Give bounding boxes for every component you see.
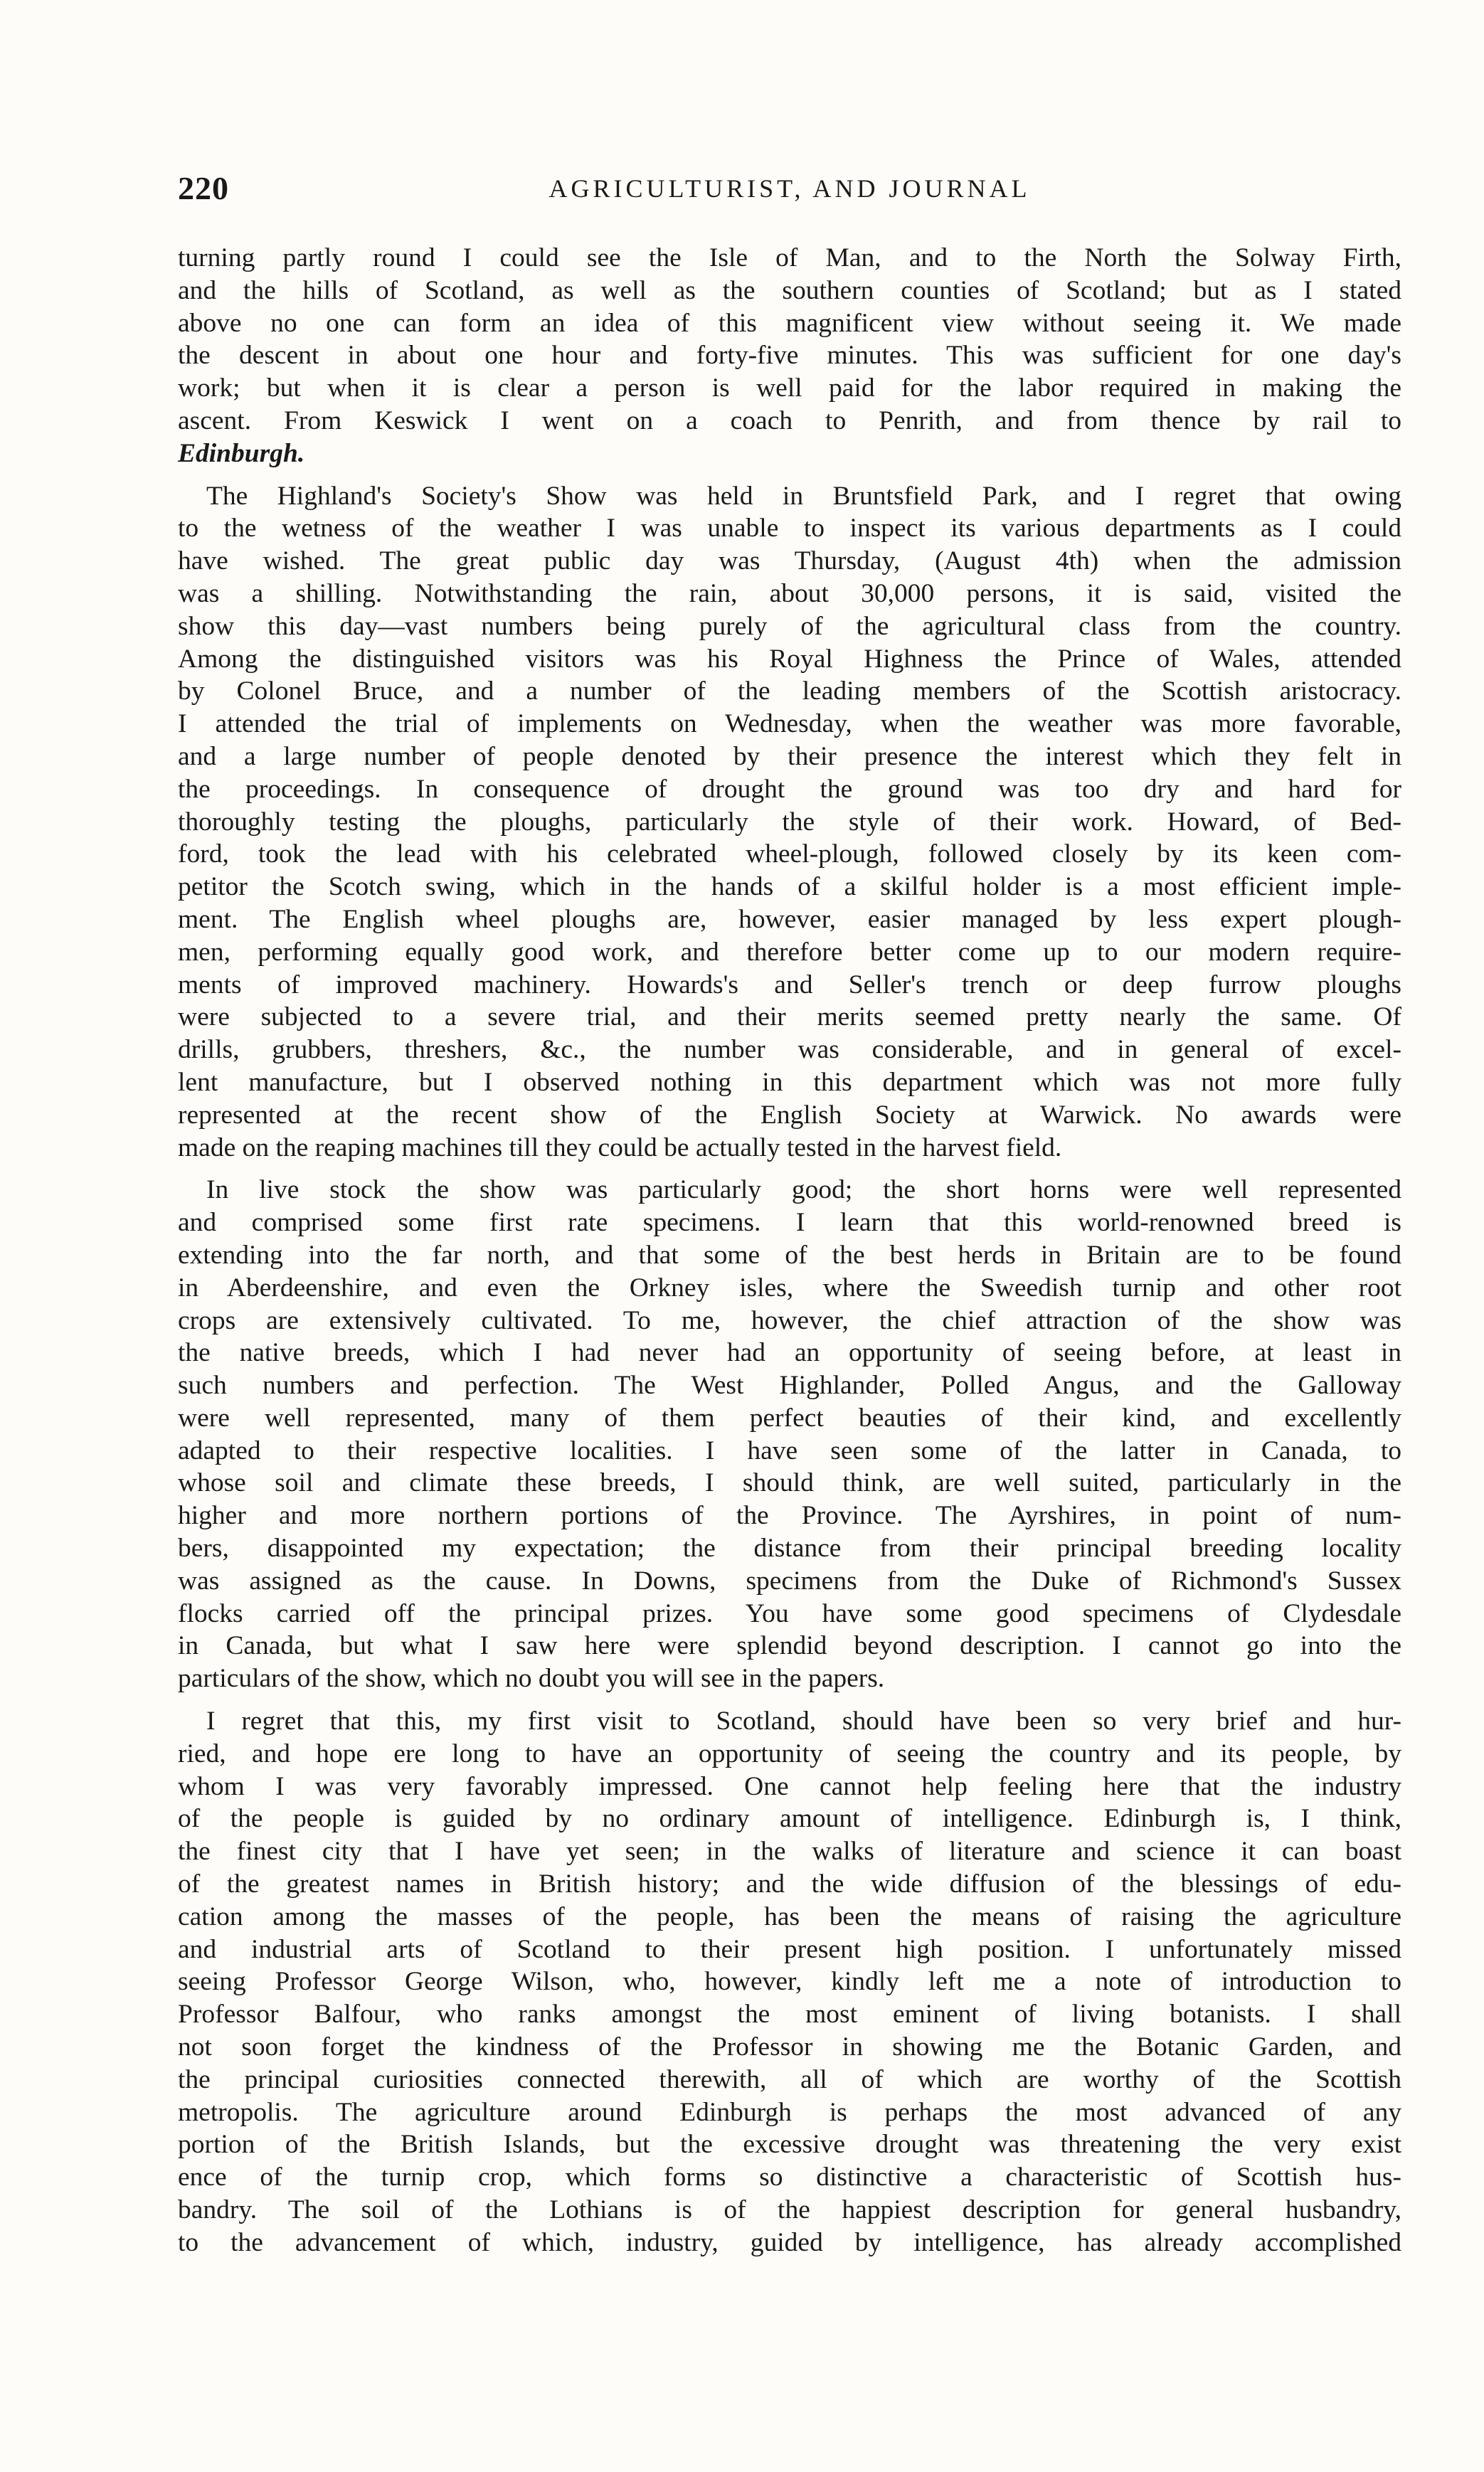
text-line: and the hills of Scotland, as well as the southern counties of Scotland; but as I stated	[178, 275, 1401, 305]
paragraph-1	[178, 242, 1401, 470]
text-line: ascent. From Keswick I went on a coach to Penrith, and from thence by rail to	[178, 405, 1401, 435]
text-line: ments of improved machinery. Howards's and Seller's trench or deep furrow ploughs	[178, 970, 1401, 999]
text-line: Edinburgh.	[178, 438, 305, 468]
text-line: to the wetness of the weather I was unable to inspect its various departments as I could	[178, 514, 1401, 543]
text-line: in Canada, but what I saw here were splendid beyond description. I cannot go into the	[178, 1631, 1401, 1661]
text-line: men, performing equally good work, and therefore better come up to our modern require-	[178, 937, 1401, 967]
running-head	[178, 169, 1401, 212]
text-line: and a large number of people denoted by their presence the interest which they felt in	[178, 741, 1401, 771]
text-line: ment. The English wheel ploughs are, however, easier managed by less expert plough-	[178, 904, 1401, 934]
text-line: whose soil and climate these breeds, I should think, are well suited, particularly in the	[178, 1468, 1401, 1498]
text-line: have wished. The great public day was Thursday, (August 4th) when the admission	[178, 546, 1401, 576]
text-line: drills, grubbers, threshers, &c., the number was considerable, and in general of excel-	[178, 1035, 1401, 1065]
page-number: 220	[178, 170, 229, 206]
text-line: I regret that this, my first visit to Scotland, should have been so very brief and hur-	[206, 1707, 1401, 1736]
text-line: and comprised some first rate specimens. I learn that this world-renowned breed is	[178, 1208, 1401, 1238]
text-line: particulars of the show, which no doubt you will see in the papers.	[178, 1664, 885, 1694]
text-line: higher and more northern portions of the Province. The Ayrshires, in point of num-	[178, 1501, 1401, 1531]
text-line: in Aberdeenshire, and even the Orkney isles, where the Sweedish turnip and other root	[178, 1273, 1401, 1303]
text-line: such numbers and perfection. The West Highlander, Polled Angus, and the Galloway	[178, 1371, 1401, 1401]
text-line: was assigned as the cause. In Downs, specimens from the Duke of Richmond's Sussex	[178, 1566, 1401, 1596]
text-line: adapted to their respective localities. I have seen some of the latter in Canada, to	[178, 1436, 1401, 1465]
text-line: seeing Professor George Wilson, who, however, kindly left me a note of introduction to	[178, 1967, 1401, 1997]
text-line: above no one can form an idea of this magnificent view without seeing it. We made	[178, 308, 1401, 338]
text-line: metropolis. The agriculture around Edinburgh is perhaps the most advanced of any	[178, 2097, 1401, 2127]
text-line: the principal curiosities connected therewith, all of which are worthy of the Scottish	[178, 2064, 1401, 2094]
text-line: represented at the recent show of the English Society at Warwick. No awards were	[178, 1100, 1401, 1130]
text-line: The Highland's Society's Show was held in Bruntsfield Park, and I regret that owing	[206, 481, 1401, 511]
text-line: of the greatest names in British history; and the wide diffusion of the blessings of edu-	[178, 1869, 1401, 1899]
text-line: ence of the turnip crop, which forms so distinctive a characteristic of Scottish hus-	[178, 2163, 1401, 2192]
text-line: I attended the trial of implements on Wednesday, when the weather was more favorable,	[178, 709, 1401, 739]
text-line: whom I was very favorably impressed. One cannot help feeling here that the industry	[178, 1771, 1401, 1801]
text-line: lent manufacture, but I observed nothing in this department which was not more fully	[178, 1067, 1401, 1097]
text-line: the finest city that I have yet seen; in the walks of literature and science it can boast	[178, 1837, 1401, 1867]
journal-title: AGRICULTURIST, AND JOURNAL	[548, 174, 1031, 203]
text-line: ford, took the lead with his celebrated wheel-plough, followed closely by its keen com-	[178, 839, 1401, 869]
text-line: petitor the Scotch swing, which in the hands of a skilful holder is a most efficient imple-	[178, 872, 1401, 902]
text-line: In live stock the show was particularly good; the short horns were well represented	[206, 1175, 1401, 1205]
text-line: extending into the far north, and that some of the best herds in Britain are to be found	[178, 1240, 1401, 1270]
text-line: the descent in about one hour and forty-five minutes. This was sufficient for one day's	[178, 341, 1401, 371]
text-line: Among the distinguished visitors was his Royal Highness the Prince of Wales, attended	[178, 644, 1401, 674]
paragraph-2	[178, 480, 1401, 1165]
text-line: made on the reaping machines till they could be actually tested in the harvest field.	[178, 1132, 1062, 1162]
text-line: were subjected to a severe trial, and their merits seemed pretty nearly the same. Of	[178, 1002, 1401, 1032]
text-line: crops are extensively cultivated. To me, however, the chief attraction of the show was	[178, 1305, 1401, 1335]
text-line: was a shilling. Notwithstanding the rain, about 30,000 persons, it is said, visited the	[178, 578, 1401, 608]
text-line: work; but when it is clear a person is well paid for the labor required in making the	[178, 373, 1401, 403]
text-line: show this day—vast numbers being purely of the agricultural class from the country.	[178, 611, 1401, 641]
text-line: by Colonel Bruce, and a number of the leading members of the Scottish aristocracy.	[178, 677, 1401, 706]
text-line: cation among the masses of the people, has been the means of raising the agriculture	[178, 1901, 1401, 1931]
text-line: Professor Balfour, who ranks amongst the most eminent of living botanists. I shall	[178, 2000, 1401, 2030]
body-text	[178, 242, 1401, 2269]
text-line: not soon forget the kindness of the Professor in showing me the Botanic Garden, and	[178, 2032, 1401, 2062]
text-line: bandry. The soil of the Lothians is of the happiest description for general husbandry,	[178, 2195, 1401, 2225]
text-line: turning partly round I could see the Isle of Man, and to the North the Solway Firth,	[178, 243, 1401, 272]
paragraph-4	[178, 1705, 1401, 2259]
text-line: to the advancement of which, industry, guided by intelligence, has already accomplished	[178, 2227, 1401, 2257]
text-line: thoroughly testing the ploughs, particularly the style of their work. Howard, of Bed-	[178, 807, 1401, 837]
text-line: were well represented, many of them perfect beauties of their kind, and excellently	[178, 1403, 1401, 1433]
text-line: ried, and hope ere long to have an opportunity of seeing the country and its people, by	[178, 1739, 1401, 1768]
text-line: portion of the British Islands, but the excessive drought was threatening the very exist	[178, 2130, 1401, 2160]
text-line: and industrial arts of Scotland to their present high position. I unfortunately missed	[178, 1934, 1401, 1964]
paragraph-3	[178, 1174, 1401, 1695]
text-line: of the people is guided by no ordinary amount of intelligence. Edinburgh is, I think,	[178, 1804, 1401, 1834]
text-line: the native breeds, which I had never had an opportunity of seeing before, at least in	[178, 1338, 1401, 1368]
text-line: the proceedings. In consequence of drought the ground was too dry and hard for	[178, 774, 1401, 804]
text-line: bers, disappointed my expectation; the distance from their principal breeding locality	[178, 1534, 1401, 1564]
text-line: flocks carried off the principal prizes. You have some good specimens of Clydesdale	[178, 1598, 1401, 1628]
